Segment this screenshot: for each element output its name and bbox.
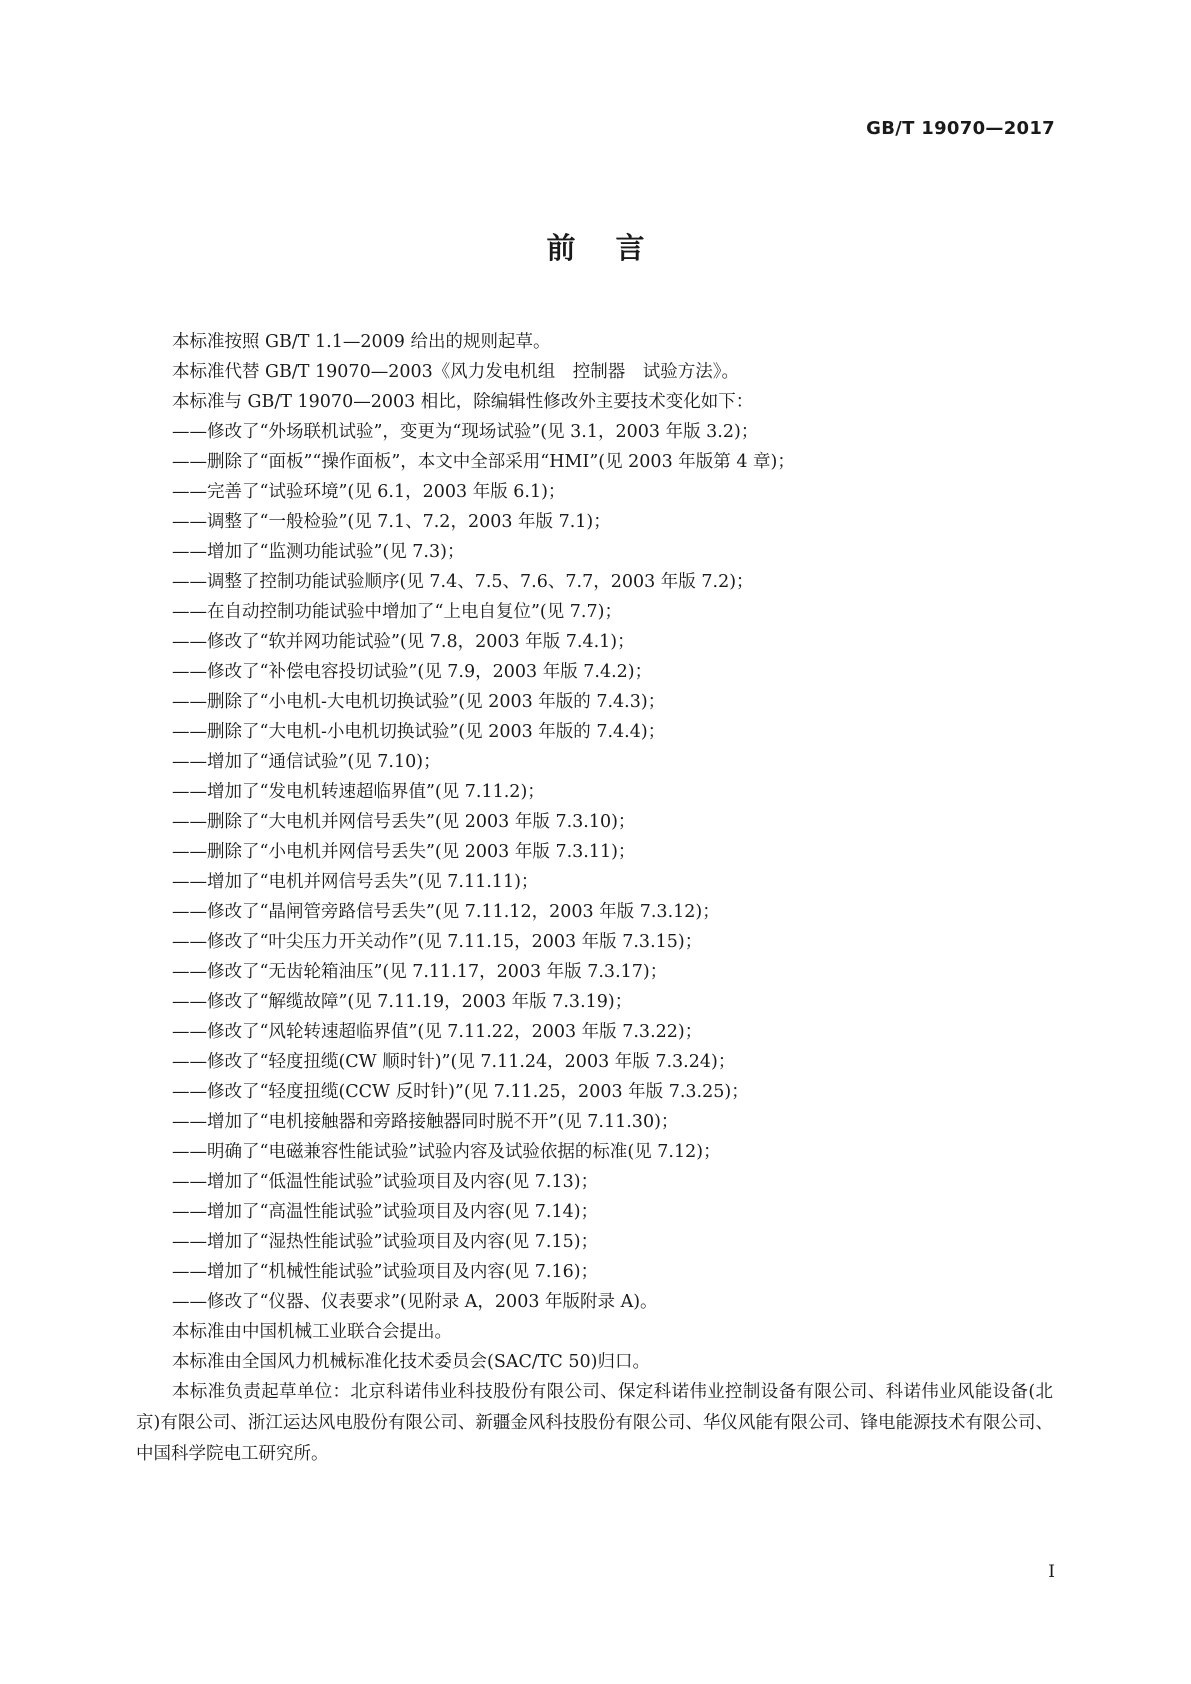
list-item: ——删除了“大电机-小电机切换试验”(见 2003 年版的 7.4.4)； bbox=[172, 722, 666, 742]
list-item: ——增加了“监测功能试验”(见 7.3)； bbox=[172, 542, 465, 562]
paragraph-drafting-units: 本标准负责起草单位：北京科诺伟业科技股份有限公司、保定科诺伟业控制设备有限公司、科诺伟业风能设备(北京)有限公司、浙江运达风电股份有限公司、新疆金风科技股份有限公司、华仪风能有限公司、锋电能源技术有限公司、中国科学院电工研究所。 bbox=[136, 1382, 1053, 1464]
list-item: ——完善了“试验环境”(见 6.1，2003 年版 6.1)； bbox=[172, 482, 566, 502]
list-item: ——删除了“小电机并网信号丢失”(见 2003 年版 7.3.11)； bbox=[172, 842, 636, 862]
list-item: ——增加了“通信试验”(见 7.10)； bbox=[172, 752, 441, 772]
list-item: ——修改了“轻度扭缆(CCW 反时针)”(见 7.11.25，2003 年版 7.3.25)； bbox=[172, 1082, 749, 1102]
page-title: 前言 bbox=[546, 231, 685, 265]
list-item: ——修改了“补偿电容投切试验”(见 7.9，2003 年版 7.4.2)； bbox=[172, 662, 653, 682]
list-item: ——明确了“电磁兼容性能试验”试验内容及试验依据的标准(见 7.12)； bbox=[172, 1142, 721, 1162]
standard-code: GB/T 19070—2017 bbox=[866, 118, 1055, 139]
list-item: ——增加了“湿热性能试验”试验项目及内容(见 7.15)； bbox=[172, 1232, 599, 1252]
list-item: ——增加了“低温性能试验”试验项目及内容(见 7.13)； bbox=[172, 1172, 599, 1192]
list-item: ——增加了“机械性能试验”试验项目及内容(见 7.16)； bbox=[172, 1262, 599, 1282]
list-item: ——增加了“发电机转速超临界值”(见 7.11.2)； bbox=[172, 782, 545, 802]
list-item: ——增加了“电机接触器和旁路接触器同时脱不开”(见 7.11.30)； bbox=[172, 1112, 679, 1132]
page-number: I bbox=[1048, 1562, 1055, 1582]
list-item: ——删除了“大电机并网信号丢失”(见 2003 年版 7.3.10)； bbox=[172, 812, 636, 832]
paragraph-changes-intro: 本标准与 GB/T 19070—2003 相比，除编辑性修改外主要技术变化如下： bbox=[172, 392, 754, 412]
list-item: ——修改了“晶闸管旁路信号丢失”(见 7.11.12，2003 年版 7.3.12)； bbox=[172, 902, 720, 922]
paragraph-drafting-rules: 本标准按照 GB/T 1.1—2009 给出的规则起草。 bbox=[172, 332, 551, 352]
paragraph-proposed-by: 本标准由中国机械工业联合会提出。 bbox=[172, 1322, 452, 1342]
list-item: ——删除了“面板”“操作面板”，本文中全部采用“HMI”(见 2003 年版第 4 章)； bbox=[172, 452, 795, 472]
list-item: ——调整了控制功能试验顺序(见 7.4、7.5、7.6、7.7，2003 年版 7.2)； bbox=[172, 572, 754, 592]
list-item: ——修改了“轻度扭缆(CW 顺时针)”(见 7.11.24，2003 年版 7.3.24)； bbox=[172, 1052, 736, 1072]
list-item: ——增加了“高温性能试验”试验项目及内容(见 7.14)； bbox=[172, 1202, 599, 1222]
list-item: ——修改了“外场联机试验”，变更为“现场试验”(见 3.1，2003 年版 3.2)； bbox=[172, 422, 759, 442]
list-item: ——修改了“解缆故障”(见 7.11.19，2003 年版 7.3.19)； bbox=[172, 992, 633, 1012]
list-item: ——增加了“电机并网信号丢失”(见 7.11.11)； bbox=[172, 872, 539, 892]
paragraph-replaces: 本标准代替 GB/T 19070—2003《风力发电机组 控制器 试验方法》。 bbox=[172, 362, 739, 382]
list-item: ——修改了“仪器、仪表要求”(见附录 A，2003 年版附录 A)。 bbox=[172, 1292, 658, 1312]
list-item: ——调整了“一般检验”(见 7.1、7.2，2003 年版 7.1)； bbox=[172, 512, 611, 532]
document-body bbox=[136, 327, 1053, 1470]
list-item: ——在自动控制功能试验中增加了“上电自复位”(见 7.7)； bbox=[172, 602, 622, 622]
list-item: ——修改了“风轮转速超临界值”(见 7.11.22，2003 年版 7.3.22)； bbox=[172, 1022, 703, 1042]
list-item: ——修改了“叶尖压力开关动作”(见 7.11.15，2003 年版 7.3.15)； bbox=[172, 932, 703, 952]
list-item: ——删除了“小电机-大电机切换试验”(见 2003 年版的 7.4.3)； bbox=[172, 692, 666, 712]
changes-list bbox=[136, 417, 1053, 1317]
list-item: ——修改了“软并网功能试验”(见 7.8，2003 年版 7.4.1)； bbox=[172, 632, 635, 652]
list-item: ——修改了“无齿轮箱油压”(见 7.11.17，2003 年版 7.3.17)； bbox=[172, 962, 668, 982]
paragraph-administered-by: 本标准由全国风力机械标准化技术委员会(SAC/TC 50)归口。 bbox=[172, 1352, 650, 1372]
